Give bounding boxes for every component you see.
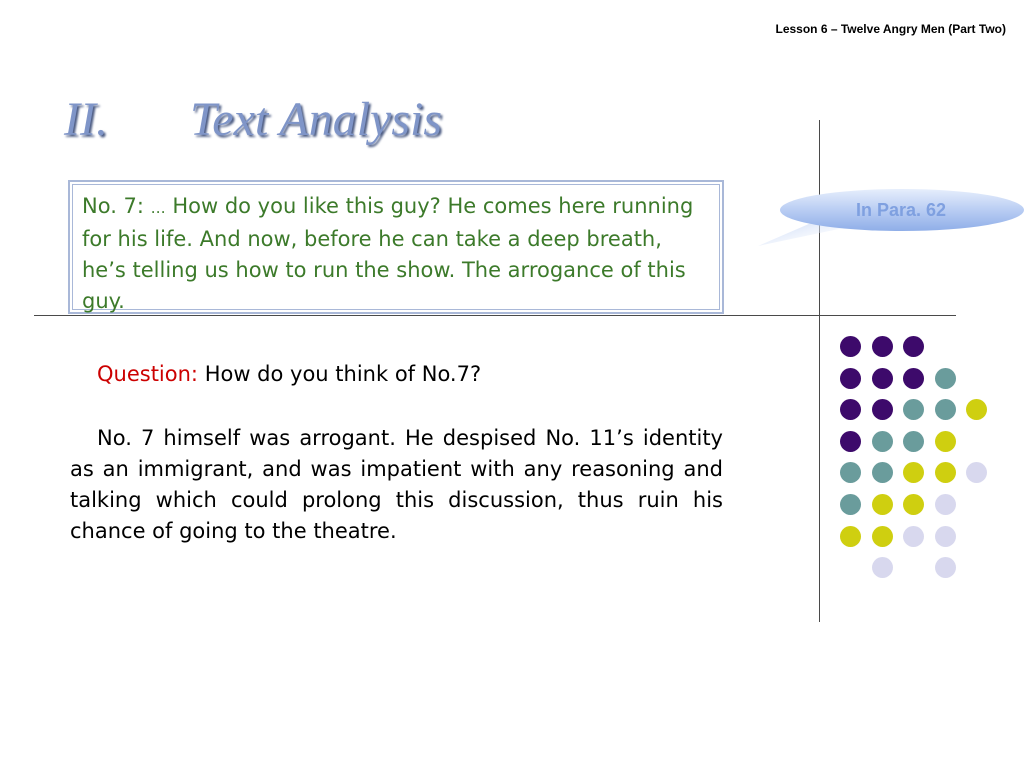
horizontal-divider [34,315,956,316]
decor-dot [966,462,987,483]
question-line [97,362,481,386]
decor-dot [872,336,893,357]
decor-dot [935,431,956,452]
decor-dot [872,557,893,578]
decor-dot [935,462,956,483]
quote-box [68,180,724,314]
quote-speaker: No. 7: [82,194,151,218]
decor-dot [903,431,924,452]
decor-dot [935,494,956,515]
decor-dot [935,557,956,578]
section-title: Text Analysis [190,93,443,146]
decor-dot [872,526,893,547]
decor-dot [840,526,861,547]
decor-dot [935,526,956,547]
callout-label: In Para. 62 [855,200,947,220]
decor-dot [872,494,893,515]
decor-dot [903,336,924,357]
decor-dot [840,494,861,515]
decor-dot [872,431,893,452]
slide-title [64,92,442,147]
decor-dot [935,368,956,389]
answer-paragraph: No. 7 himself was arrogant. He despised No. 11’s identity as an immigrant, and was impatient with any reasoning and talking which could prolong this discussion, thus ruin his chance of going to the theatre. [70,426,723,543]
paragraph-callout [778,188,1024,232]
section-number: II. [64,93,108,146]
decor-dot [872,399,893,420]
decor-dot [872,368,893,389]
decor-dot [840,431,861,452]
decor-dot [872,462,893,483]
decor-dot [903,399,924,420]
decor-dot [903,494,924,515]
question-label: Question: [97,362,199,386]
quote-text [72,184,720,313]
decor-dot [903,526,924,547]
decor-dot [935,399,956,420]
decor-dot [903,462,924,483]
quote-body: How do you like this guy? He comes here running for his life. And now, before he can take a deep breath, he’s telling us how to run the show. The arrogance of this guy. [82,194,694,313]
decor-dot [840,399,861,420]
decor-dot [966,399,987,420]
lesson-header: Lesson 6 – Twelve Angry Men (Part Two) [775,22,1006,36]
decor-dot [903,368,924,389]
decor-dot [840,336,861,357]
decor-dot [840,368,861,389]
question-text: How do you think of No.7? [198,362,482,386]
quote-ellipsis: … [150,199,166,217]
decor-dot [840,462,861,483]
